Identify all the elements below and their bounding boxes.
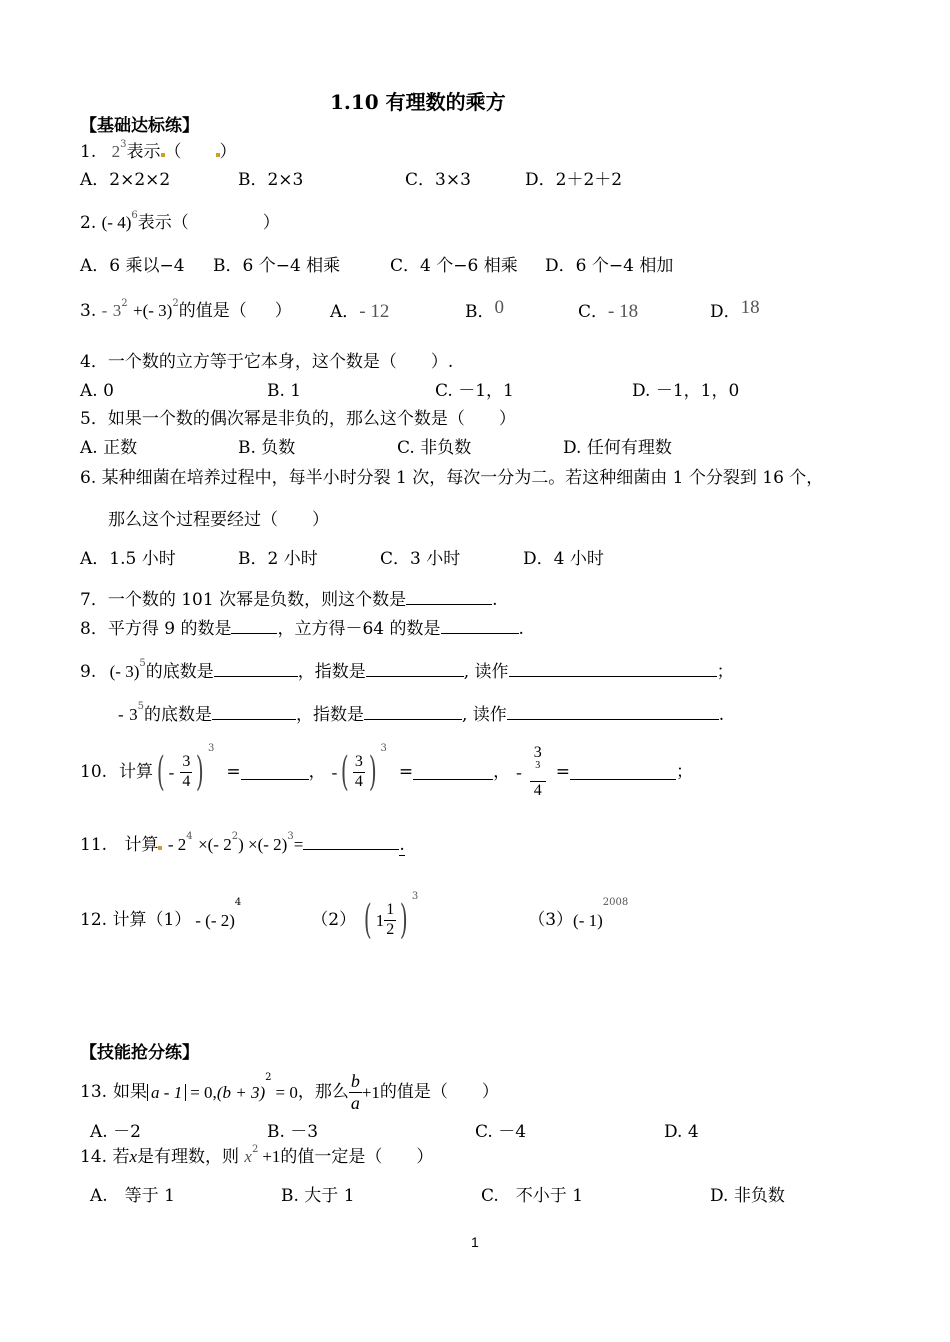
q3-paren: (- 3) xyxy=(142,301,173,320)
q2-option-b: B．6 个−4 相乘 xyxy=(213,256,341,276)
q11-exp2: 2 xyxy=(231,831,239,842)
q11-text: 计算 xyxy=(124,835,159,855)
q8-text: 8．平方得 9 的数是 xyxy=(80,619,232,639)
q3-option-d xyxy=(710,297,760,322)
answer-blank[interactable] xyxy=(509,662,717,677)
fraction-denominator: 4 xyxy=(182,772,191,790)
question-4: 4．一个数的立方等于它本身，这个数是（ ）. xyxy=(80,352,454,372)
paren-left: ( xyxy=(341,749,349,795)
q4-option-d: D. －1，1，0 xyxy=(632,381,740,401)
q2-paren-close: ） xyxy=(262,213,280,233)
q12-part3: (- 1) xyxy=(573,910,603,930)
fraction-numerator xyxy=(530,744,546,782)
q9-t3: , 读作 xyxy=(463,662,509,682)
question-6-cont: 那么这个过程要经过（ ） xyxy=(108,510,329,530)
q6-option-b: B．2 小时 xyxy=(238,549,318,569)
fraction-denominator: 2 xyxy=(386,920,395,938)
fraction-numerator: b xyxy=(350,1070,360,1091)
question-7 xyxy=(80,590,497,609)
question-9-part2 xyxy=(118,701,725,725)
q7-end: . xyxy=(492,590,498,610)
q2-exponent: 6 xyxy=(131,210,138,221)
answer-blank[interactable] xyxy=(570,765,676,780)
q3-option-a xyxy=(330,302,389,321)
q2-expression: (- 4) xyxy=(101,213,132,232)
q1-text: 表示 xyxy=(126,142,161,162)
q13-text1: 如果 xyxy=(113,1081,148,1102)
q11-exp1: 4 xyxy=(186,831,193,842)
q14-x: x xyxy=(129,1147,137,1166)
q10-end: ； xyxy=(676,761,693,782)
answer-blank[interactable] xyxy=(441,619,519,634)
q13-option-b: B. －3 xyxy=(267,1122,319,1142)
q3-number: 3. xyxy=(80,301,97,321)
q10-neg: - xyxy=(168,762,175,782)
answer-blank[interactable] xyxy=(507,705,719,720)
q12-whole: 1 xyxy=(375,910,385,930)
q3-d-label: D． xyxy=(710,302,741,322)
q8-mid: ，立方得－64 的数是 xyxy=(277,619,441,639)
q13-option-a: A. －2 xyxy=(90,1122,141,1142)
q14-text1: 14. 若 xyxy=(80,1147,130,1167)
q10-eq-2: = xyxy=(398,761,414,782)
q1-paren-open: （ xyxy=(164,142,182,162)
q12-part2-exp: 3 xyxy=(411,891,419,902)
q9b-t3: , 读作 xyxy=(461,705,507,725)
q9-t1: 的底数是 xyxy=(145,662,214,682)
q2-option-d: D．6 个−4 相加 xyxy=(545,256,674,276)
paren-right: ) xyxy=(400,897,408,943)
paren-right: ) xyxy=(196,749,205,795)
q3-c-value: - 18 xyxy=(608,301,639,322)
q3-text: 的值是（ xyxy=(178,301,247,321)
q11-times2: ) ×(- 2) xyxy=(238,835,288,854)
q6-option-a: A．1.5 小时 xyxy=(80,549,176,569)
fraction-denominator: 4 xyxy=(533,781,542,799)
q10-comma-1: ， xyxy=(308,761,326,782)
q10-fraction-1 xyxy=(180,753,192,791)
q13-plus1: +1 xyxy=(361,1082,380,1102)
q9b-neg: - xyxy=(118,705,124,724)
q13-paren: (b + 3) xyxy=(216,1082,266,1102)
q13-text3: 的值是（ ） xyxy=(379,1081,499,1102)
paren-right: ) xyxy=(368,749,377,795)
q10-exp-2: 3 xyxy=(380,743,387,754)
q10-eq-1: = xyxy=(226,761,241,782)
q9b-base: 3 xyxy=(129,705,138,724)
q13-eq0: = 0, xyxy=(190,1082,217,1102)
q12-text: 12. 计算（1） xyxy=(80,909,192,930)
q3-plus: + xyxy=(133,301,143,320)
q10-num33: 3 xyxy=(533,743,542,761)
q14-x2: x xyxy=(244,1147,252,1166)
q13-fraction xyxy=(349,1071,362,1113)
q13-option-c: C. －4 xyxy=(475,1122,527,1142)
q5-option-b: B. 负数 xyxy=(238,438,296,458)
q14-option-a: A. 等于 1 xyxy=(90,1186,175,1206)
q9b-t2: ，指数是 xyxy=(295,705,364,725)
q5-option-c: C. 非负数 xyxy=(397,438,472,458)
q11-exp3: 3 xyxy=(287,831,294,842)
answer-blank[interactable] xyxy=(303,835,399,850)
q2-number: 2. xyxy=(80,213,97,233)
q12-label2: （2） xyxy=(311,909,357,930)
q10-fraction-2 xyxy=(353,753,365,791)
q11-eq: = xyxy=(293,835,304,854)
q3-b-value: 0 xyxy=(494,297,504,318)
page-title: 1.10 有理数的乘方 xyxy=(330,90,506,114)
format-mark xyxy=(158,846,162,850)
q3-exp2: 2 xyxy=(172,298,179,309)
q13-text2: ，那么 xyxy=(297,1081,349,1102)
q1-option-b: B．2×3 xyxy=(238,170,304,190)
answer-blank[interactable] xyxy=(241,765,309,780)
question-8 xyxy=(80,619,524,638)
q12-part1: - (- 2) xyxy=(195,910,235,930)
q1-option-a: A．2×2×2 xyxy=(80,170,171,190)
q14-text3: 的值一定是（ ） xyxy=(280,1147,434,1167)
q5-option-a: A. 正数 xyxy=(80,438,138,458)
q9b-exp: 5 xyxy=(137,701,144,712)
q10-number: 10. xyxy=(80,761,108,782)
question-2 xyxy=(80,210,280,233)
q5-option-d: D. 任何有理数 xyxy=(563,438,672,458)
q13-eq0b: = 0 xyxy=(275,1082,298,1102)
q13-option-d: D. 4 xyxy=(664,1122,699,1142)
question-1 xyxy=(80,139,237,162)
q1-paren-close: ） xyxy=(219,142,237,162)
q14-text2: 是有理数，则 xyxy=(137,1147,239,1167)
paren-left: ( xyxy=(156,749,165,795)
q13-number: 13. xyxy=(80,1081,108,1102)
q1-option-c: C．3×3 xyxy=(405,170,471,190)
q3-d-value: 18 xyxy=(740,297,760,318)
q14-option-c: C. 不小于 1 xyxy=(481,1186,584,1206)
q2-text: 表示（ xyxy=(137,213,189,233)
question-6: 6. 某种细菌在培养过程中，每半小时分裂 1 次，每次一分为二。若这种细菌由 1 个分裂到 16 个， xyxy=(80,468,824,488)
q3-b-label: B． xyxy=(465,302,495,322)
question-9 xyxy=(80,658,734,682)
question-12 xyxy=(80,891,629,945)
q3-c-label: C． xyxy=(578,302,609,322)
q1-option-d: D．2＋2＋2 xyxy=(525,170,623,190)
fraction-denominator: 4 xyxy=(354,772,363,790)
q3-exp: 2 xyxy=(121,298,128,309)
question-13 xyxy=(80,1068,499,1116)
q10-comma-2: ， xyxy=(493,761,511,782)
paren-left: ( xyxy=(364,897,372,943)
q14-option-d: D. 非负数 xyxy=(710,1186,785,1206)
question-10 xyxy=(80,745,693,799)
fraction-denominator: a xyxy=(350,1092,360,1113)
answer-blank[interactable] xyxy=(212,705,296,720)
q14-exp: 2 xyxy=(251,1144,259,1155)
question-5: 5．如果一个数的偶次幂是非负的，那么这个数是（ ） xyxy=(80,409,516,429)
q10-text: 计算 xyxy=(119,761,154,782)
q9-t2: ，指数是 xyxy=(297,662,366,682)
q4-option-a: A. 0 xyxy=(80,381,114,401)
q9-exp: 5 xyxy=(139,658,146,669)
fraction-numerator: 3 xyxy=(353,753,365,772)
q3-a-value: - 12 xyxy=(359,301,390,322)
q3-paren-close: ） xyxy=(274,301,292,321)
q12-label3: （3） xyxy=(528,909,574,930)
q10-fraction-3 xyxy=(530,744,546,800)
q9-end: ； xyxy=(716,662,734,682)
answer-blank[interactable] xyxy=(366,662,464,677)
answer-blank[interactable] xyxy=(406,590,492,605)
q11-expr: - 2 xyxy=(167,835,187,854)
q9b-end: . xyxy=(718,705,725,725)
q3-option-b xyxy=(465,297,504,322)
question-3 xyxy=(80,298,292,321)
section-basic: 【基础达标练】 xyxy=(80,116,199,136)
q9-expression: (- 3) xyxy=(109,662,140,681)
fraction-numerator: 3 xyxy=(180,753,192,772)
answer-blank[interactable] xyxy=(413,765,493,780)
q10-eq-3: = xyxy=(555,761,570,782)
answer-blank[interactable] xyxy=(231,619,277,634)
q14-option-b: B. 大于 1 xyxy=(281,1186,355,1206)
q10-exp-1: 3 xyxy=(207,743,215,754)
q10-neg-2: - xyxy=(331,762,338,782)
q1-exponent: 3 xyxy=(120,139,127,150)
q12-fraction xyxy=(384,901,396,939)
q1-base: 2 xyxy=(111,142,121,161)
q10-neg-3: - xyxy=(516,762,522,782)
q13-exp: 2 xyxy=(265,1072,272,1083)
q1-number: 1. xyxy=(80,142,97,162)
q7-text: 7．一个数的 101 次幂是负数，则这个数是 xyxy=(80,590,407,610)
q13-abs: a - 1 xyxy=(147,1084,186,1101)
question-14 xyxy=(80,1144,434,1167)
q10-exp33: 3 xyxy=(535,760,541,772)
q2-option-c: C．4 个−6 相乘 xyxy=(390,256,518,276)
q12-part3-exp: 2008 xyxy=(602,897,629,908)
q11-times1: ×(- 2 xyxy=(198,835,232,854)
q6-option-c: C．3 小时 xyxy=(380,549,461,569)
question-11 xyxy=(80,831,405,855)
page-number: 1 xyxy=(471,1234,479,1250)
q2-option-a: A．6 乘以−4 xyxy=(80,256,185,276)
q12-part1-exp: 4 xyxy=(234,897,242,908)
q4-option-c: C. －1，1 xyxy=(435,381,514,401)
q4-option-b: B. 1 xyxy=(267,381,302,401)
q8-end: . xyxy=(518,619,524,639)
q3-base: 3 xyxy=(112,301,122,320)
q9b-t1: 的底数是 xyxy=(143,705,212,725)
q3-neg: - xyxy=(101,301,108,320)
q11-number: 11. xyxy=(80,835,108,855)
answer-blank[interactable] xyxy=(214,662,298,677)
fraction-numerator: 1 xyxy=(384,901,396,920)
q14-plus: +1 xyxy=(262,1147,281,1166)
q9-number: 9. xyxy=(80,662,97,682)
answer-blank[interactable] xyxy=(364,705,462,720)
q11-end: . xyxy=(399,835,405,855)
q6-option-d: D．4 小时 xyxy=(523,549,604,569)
q3-option-c xyxy=(578,302,638,321)
q3-a-label: A． xyxy=(330,302,360,322)
section-skill: 【技能抢分练】 xyxy=(80,1043,199,1063)
